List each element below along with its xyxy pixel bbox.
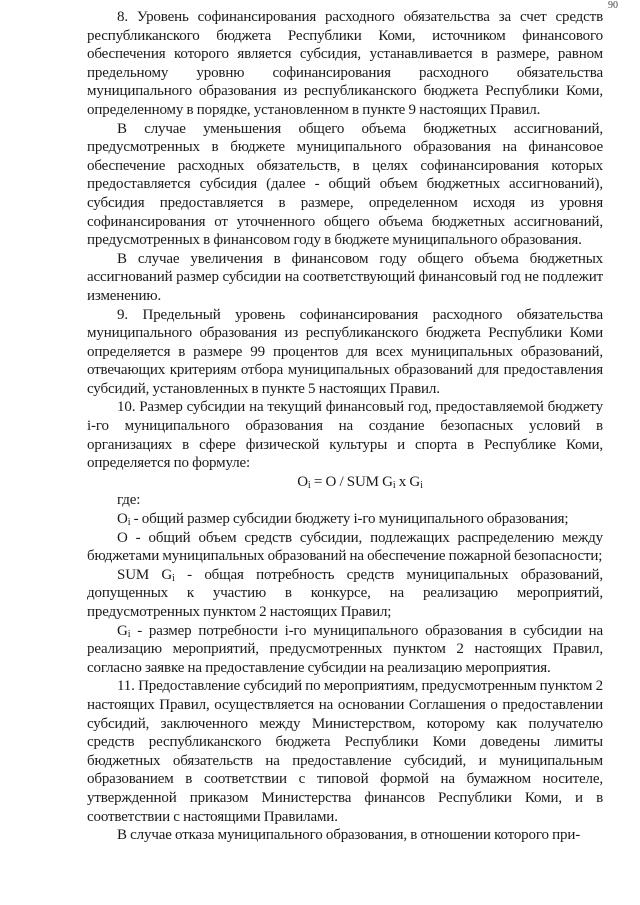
definition-gi [87,622,603,678]
definition-gi-text: - размер потребности i-го муниципального образования в субсидии на реализацию мероприятий, предусмотренных пунктом 2 настоящих Правил, согласно заявке на предоставление субсидии на реализацию мероприятия. [87,622,603,676]
document-body [87,8,603,845]
definition-o: О - общий объем средств субсидии, подлежащих распределению между бюджетами муниципальных образований на обеспечение пожарной безопасности; [87,529,603,565]
symbol-subscript: i [127,517,131,529]
paragraph-8: 8. Уровень софинансирования расходного обязательства за счет средств республиканского бюджета Республики Коми, источником финансового обеспечения которого является субсидия, устанавливается в размере, равном предельному уровню софинансирования расходного обязательства муниципального образования из республиканского бюджета Республики Коми, определенному в порядке, установленном в пункте 9 настоящих Правил. [87,9,603,118]
subsidy-formula [87,473,603,492]
symbol-oi: О [117,511,128,528]
symbol-subscript: i [172,572,175,584]
paragraph-8-increase: В случае увеличения в финансовом году общего объема бюджетных ассигнований размер субсидии на соответствующий финансовый год не подлежит изменению. [87,250,603,304]
formula-subscript: i [392,479,396,491]
definition-sum-text: - общая потребность средств муниципальных образований, допущенных к участию в конкурсе, на реализацию мероприятий, предусмотренных пунктом 2 настоящих Правил; [87,566,603,620]
paragraph-8-decrease: В случае уменьшения общего объема бюджетных ассигнований, предусмотренных в бюджете муниципального образования на финансовое обеспечение расходных обязательств, в целях софинансирования которых предоставляется субсидия (далее - общий объем бюджетных ассигнований), субсидия предоставляется в размере, определенном исходя из уровня софинансирования от уточненного общего объема бюджетных ассигнований, предусмотренных в финансовом году в бюджете муниципального образования. [87,120,603,249]
paragraph-9: 9. Предельный уровень софинансирования расходного обязательства муниципального образования из республиканского бюджета Республики Коми определяется в размере 99 процентов для всех муниципальных образований, отвечающих критериям отбора муниципальных образований для предоставления субсидий, установленных в пункте 5 настоящих Правил. [87,306,603,397]
definition-sum [87,566,603,622]
where-label: где: [117,492,141,509]
formula-lhs: O [297,473,308,490]
formula-subscript: i [307,479,311,491]
definition-oi [87,510,603,529]
paragraph-11-refusal: В случае отказа муниципального образования, в отношении которого при- [117,827,581,844]
symbol-gi: G [117,622,128,639]
formula-middle: = О / SUM G [310,473,393,490]
definition-oi-text: - общий размер субсидии бюджету i-го муниципального образования; [133,511,569,528]
paragraph-11: 11. Предоставление субсидий по мероприятиям, предусмотренным пунктом 2 настоящих Правил, осуществляется на основании Соглашения о предоставлении субсидий, заключенного между Министерством, которому как получателю средств республиканского бюджета Республики Коми доведены лимиты бюджетных обязательств на предоставление субсидий, и муниципальным образованием в соответствии с типовой формой на бумажном носителе, утвержденной приказом Министерства финансов Республики Коми, и в соответствии с настоящими Правилами. [87,678,603,825]
symbol-sum: SUM G [117,566,173,583]
formula-times: x G [395,473,421,490]
formula-subscript: i [420,479,423,491]
symbol-subscript: i [127,628,131,640]
paragraph-10: 10. Размер субсидии на текущий финансовый год, предоставляемой бюджету i-го муниципального образования на создание безопасных условий в организациях в сфере физической культуры и спорта в Республике Коми, определяется по формуле: [87,399,603,472]
page-number: 90 [608,0,618,11]
